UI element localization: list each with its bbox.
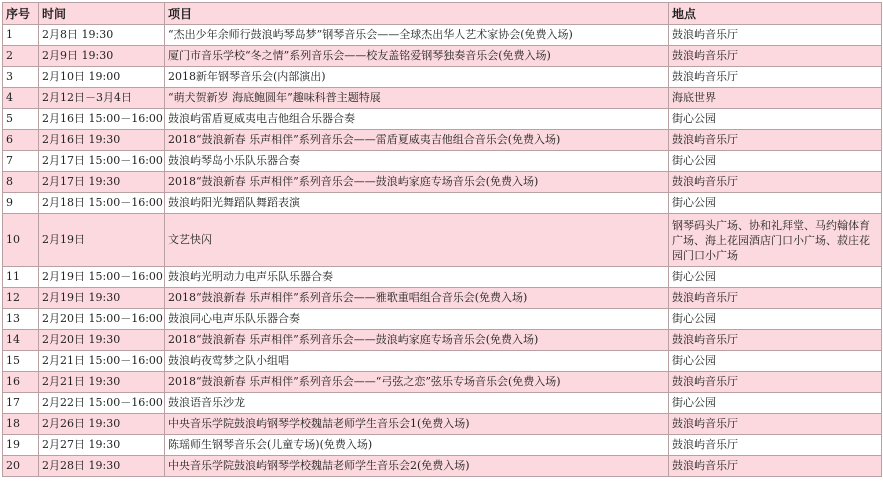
cell-no: 11 [3,267,39,288]
cell-item: 鼓浪语音乐沙龙 [165,393,669,414]
table-row [3,25,882,46]
event-schedule-table [2,2,882,477]
cell-location: 鼓浪屿音乐厅 [669,25,882,46]
cell-no: 8 [3,172,39,193]
cell-no: 17 [3,393,39,414]
table-row [3,151,882,172]
cell-time: 2月20日 15:00－16:00 [39,309,165,330]
cell-item: 鼓浪屿夜莺梦之队小组唱 [165,351,669,372]
cell-item: “萌犬贺新岁 海底鲍圆年”趣味科普主题特展 [165,88,669,109]
cell-item: 中央音乐学院鼓浪屿钢琴学校魏喆老师学生音乐会1(免费入场) [165,414,669,435]
cell-item: 中央音乐学院鼓浪屿钢琴学校魏喆老师学生音乐会2(免费入场) [165,456,669,477]
cell-location: 鼓浪屿音乐厅 [669,456,882,477]
cell-time: 2月10日 19:00 [39,67,165,88]
cell-time: 2月18日 15:00－16:00 [39,193,165,214]
table-row [3,288,882,309]
table-row [3,172,882,193]
cell-location: 鼓浪屿音乐厅 [669,330,882,351]
cell-time: 2月19日 15:00－16:00 [39,267,165,288]
table-row [3,456,882,477]
table-row [3,309,882,330]
cell-location: 海底世界 [669,88,882,109]
cell-no: 4 [3,88,39,109]
table-row [3,351,882,372]
cell-no: 7 [3,151,39,172]
table-row [3,130,882,151]
cell-no: 2 [3,46,39,67]
table-row [3,46,882,67]
cell-no: 16 [3,372,39,393]
table-row [3,267,882,288]
cell-item: 鼓浪屿雷盾夏威夷电吉他组合乐器合奏 [165,109,669,130]
header-item: 项目 [165,3,669,25]
table-row [3,414,882,435]
cell-location: 鼓浪屿音乐厅 [669,67,882,88]
cell-item: 鼓浪同心电声乐队乐器合奏 [165,309,669,330]
table-row [3,109,882,130]
cell-no: 18 [3,414,39,435]
cell-no: 13 [3,309,39,330]
header-no: 序号 [3,3,39,25]
cell-time: 2月9日 19:30 [39,46,165,67]
cell-location: 鼓浪屿音乐厅 [669,46,882,67]
cell-location: 鼓浪屿音乐厅 [669,435,882,456]
cell-no: 6 [3,130,39,151]
cell-location: 街心公园 [669,393,882,414]
cell-time: 2月26日 19:30 [39,414,165,435]
cell-location: 街心公园 [669,267,882,288]
cell-time: 2月22日 15:00－16:00 [39,393,165,414]
cell-item: 2018“鼓浪新春 乐声相伴”系列音乐会——“弓弦之恋”弦乐专场音乐会(免费入场) [165,372,669,393]
cell-location: 街心公园 [669,351,882,372]
cell-no: 1 [3,25,39,46]
cell-no: 14 [3,330,39,351]
cell-no: 20 [3,456,39,477]
cell-no: 3 [3,67,39,88]
cell-item: 2018“鼓浪新春 乐声相伴”系列音乐会——鼓浪屿家庭专场音乐会(免费入场) [165,172,669,193]
table-row [3,67,882,88]
table-row [3,330,882,351]
table-body [3,25,882,477]
cell-no: 19 [3,435,39,456]
table-row [3,214,882,267]
cell-location: 鼓浪屿音乐厅 [669,372,882,393]
header-location: 地点 [669,3,882,25]
table-row [3,393,882,414]
cell-item: 厦门市音乐学校“冬之情”系列音乐会——校友盖铭爱钢琴独奏音乐会(免费入场) [165,46,669,67]
cell-item: 2018“鼓浪新春 乐声相伴”系列音乐会——雷盾夏威夷吉他组合音乐会(免费入场) [165,130,669,151]
cell-time: 2月28日 19:30 [39,456,165,477]
cell-time: 2月16日 19:30 [39,130,165,151]
cell-time: 2月19日 [39,214,165,267]
cell-item: “杰出少年余师行鼓浪屿琴岛梦”钢琴音乐会——全球杰出华人艺术家协会(免费入场) [165,25,669,46]
cell-item: 陈瑶师生钢琴音乐会(儿童专场)(免费入场) [165,435,669,456]
cell-time: 2月17日 15:00－16:00 [39,151,165,172]
cell-time: 2月27日 19:30 [39,435,165,456]
cell-no: 15 [3,351,39,372]
table-row [3,435,882,456]
cell-item: 2018“鼓浪新春 乐声相伴”系列音乐会——雅歌重唱组合音乐会(免费入场) [165,288,669,309]
table-row [3,193,882,214]
cell-location: 鼓浪屿音乐厅 [669,130,882,151]
cell-time: 2月8日 19:30 [39,25,165,46]
cell-no: 12 [3,288,39,309]
cell-time: 2月17日 19:30 [39,172,165,193]
cell-time: 2月19日 19:30 [39,288,165,309]
cell-item: 鼓浪屿光明动力电声乐队乐器合奏 [165,267,669,288]
cell-time: 2月16日 15:00－16:00 [39,109,165,130]
cell-location: 鼓浪屿音乐厅 [669,288,882,309]
table-row [3,372,882,393]
cell-location: 街心公园 [669,193,882,214]
cell-time: 2月21日 19:30 [39,372,165,393]
cell-location: 街心公园 [669,151,882,172]
cell-location: 钢琴码头广场、协和礼拜堂、马约翰体育广场、海上花园酒店门口小广场、菽庄花园门口小广场 [669,214,882,267]
cell-no: 10 [3,214,39,267]
cell-no: 9 [3,193,39,214]
cell-location: 鼓浪屿音乐厅 [669,414,882,435]
cell-no: 5 [3,109,39,130]
table-row [3,88,882,109]
cell-item: 鼓浪屿阳光舞蹈队舞蹈表演 [165,193,669,214]
cell-time: 2月12日－3月4日 [39,88,165,109]
cell-item: 2018“鼓浪新春 乐声相伴”系列音乐会——鼓浪屿家庭专场音乐会(免费入场) [165,330,669,351]
cell-location: 鼓浪屿音乐厅 [669,172,882,193]
header-row [3,3,882,25]
cell-item: 2018新年钢琴音乐会(内部演出) [165,67,669,88]
cell-item: 鼓浪屿琴岛小乐队乐器合奏 [165,151,669,172]
cell-location: 街心公园 [669,309,882,330]
cell-location: 街心公园 [669,109,882,130]
header-time: 时间 [39,3,165,25]
cell-time: 2月21日 15:00－16:00 [39,351,165,372]
cell-item: 文艺快闪 [165,214,669,267]
cell-time: 2月20日 19:30 [39,330,165,351]
